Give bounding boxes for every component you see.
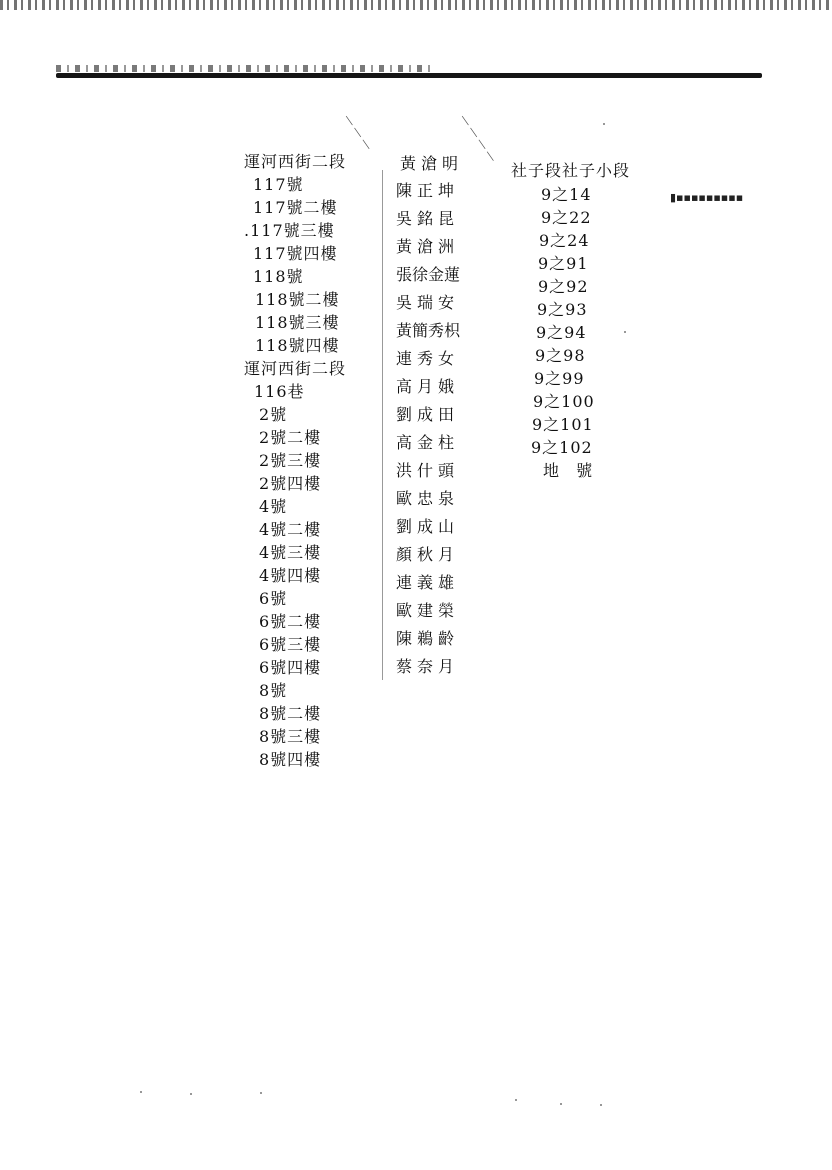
- address-entry: 6號: [259, 589, 288, 608]
- lot-column-label: 地 號: [543, 461, 599, 480]
- owner-name: 顏秋月: [396, 545, 460, 564]
- owner-name: 蔡奈月: [396, 657, 460, 676]
- address-entry: 4號: [259, 497, 288, 516]
- address-entry: 118號四樓: [255, 336, 340, 355]
- address-entry: 118號三樓: [255, 313, 340, 332]
- address-entry: 8號: [259, 681, 288, 700]
- lot-section-title: 社子段社子小段: [511, 161, 631, 180]
- address-entry: 6號二樓: [259, 612, 322, 631]
- diagonal-stamp-mark-right: ― ― ― ―: [457, 112, 500, 165]
- owner-name: 吳銘昆: [396, 209, 460, 228]
- scan-speck: [140, 1091, 142, 1093]
- owner-name: 吳瑞安: [396, 293, 460, 312]
- address-section-title: 運河西街二段: [244, 359, 347, 378]
- column-divider-line: [382, 170, 383, 680]
- owner-name: 高金柱: [396, 433, 460, 452]
- header-rule-speckle: [56, 65, 436, 72]
- owner-name: 歐建榮: [396, 601, 460, 620]
- address-entry: 6號三樓: [259, 635, 322, 654]
- address-entry: 2號: [259, 405, 288, 424]
- lot-number: 9之93: [537, 300, 588, 319]
- lot-number: 9之98: [535, 346, 586, 365]
- lot-number: 9之22: [541, 208, 592, 227]
- address-entry: 8號四樓: [259, 750, 322, 769]
- address-entry: 2號三樓: [259, 451, 322, 470]
- header-rule-line: [56, 73, 762, 78]
- owner-name: 劉成田: [396, 405, 460, 424]
- scan-speck: [624, 331, 626, 333]
- diagonal-stamp-mark-left: ― ― ―: [341, 112, 375, 153]
- owner-name: 歐忠泉: [396, 489, 460, 508]
- owner-name: 洪什頭: [396, 461, 460, 480]
- owner-name: 劉成山: [396, 517, 460, 536]
- scan-top-edge-noise: [0, 0, 832, 10]
- address-entry: 4號二樓: [259, 520, 322, 539]
- header-rule-band: [56, 63, 762, 85]
- lot-number: 9之24: [539, 231, 590, 250]
- scan-speck: [190, 1093, 192, 1095]
- address-entry: .117號三樓: [244, 221, 335, 240]
- address-entry: 8號三樓: [259, 727, 322, 746]
- scan-speck: [515, 1099, 517, 1101]
- lot-number: 9之101: [532, 415, 594, 434]
- address-section-title: 運河西街二段: [244, 152, 347, 171]
- lot-number: 9之14: [541, 185, 592, 204]
- address-entry: 2號四樓: [259, 474, 322, 493]
- owner-name: 黃簡秀枳: [396, 321, 461, 340]
- scan-speck: [260, 1092, 262, 1094]
- lot-number: 9之91: [538, 254, 589, 273]
- address-entry: 6號四樓: [259, 658, 322, 677]
- address-entry: 117號四樓: [253, 244, 338, 263]
- margin-mark: ▮▪▪▪▪▪▪▪▪▪: [670, 191, 744, 204]
- owner-name: 黃滄洲: [396, 237, 460, 256]
- address-entry: 4號四樓: [259, 566, 322, 585]
- owner-name: 陳鵜齡: [396, 629, 460, 648]
- address-entry: 118號: [253, 267, 304, 286]
- address-entry: 4號三樓: [259, 543, 322, 562]
- owner-name: 張徐金蓮: [396, 265, 461, 284]
- address-entry: 8號二樓: [259, 704, 322, 723]
- address-entry: 117號二樓: [253, 198, 338, 217]
- address-entry: 2號二樓: [259, 428, 322, 447]
- address-entry: 118號二樓: [255, 290, 340, 309]
- lot-number: 9之92: [538, 277, 589, 296]
- lot-number: 9之94: [536, 323, 587, 342]
- lot-number: 9之100: [533, 392, 595, 411]
- scan-speck: [600, 1104, 602, 1106]
- owner-name: 黃滄明: [400, 154, 464, 173]
- owner-name: 高月娥: [396, 377, 460, 396]
- owner-name: 連秀女: [396, 349, 460, 368]
- owner-name: 陳正坤: [396, 181, 460, 200]
- address-entry: 116巷: [254, 382, 305, 401]
- scan-speck: [560, 1103, 562, 1105]
- scan-speck: [603, 123, 605, 125]
- address-entry: 117號: [253, 175, 304, 194]
- lot-number: 9之102: [531, 438, 593, 457]
- owner-name: 連義雄: [396, 573, 460, 592]
- lot-number: 9之99: [534, 369, 585, 388]
